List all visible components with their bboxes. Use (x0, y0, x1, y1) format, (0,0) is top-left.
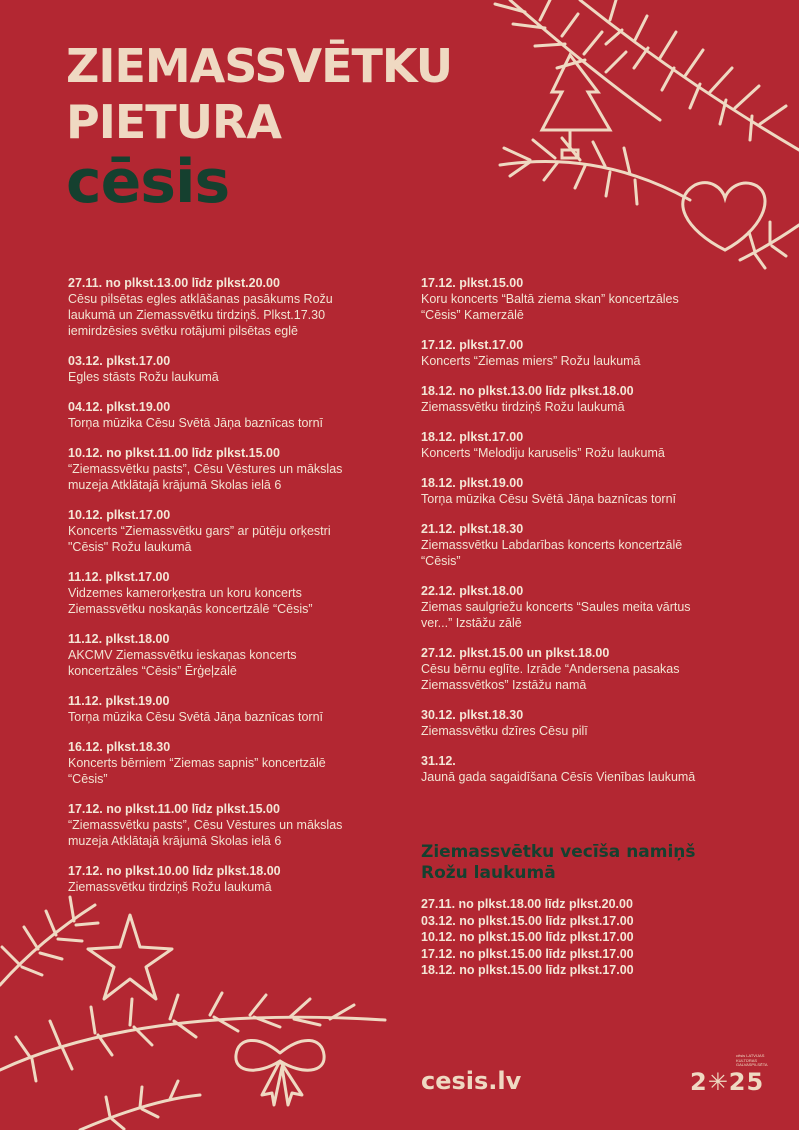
event-text: Torņa mūzika Cēsu Svētā Jāņa baznīcas tornī (421, 492, 676, 506)
santa-house-time: 27.11. no plkst.18.00 līdz plkst.20.00 (421, 897, 633, 911)
event-text: “Ziemassvētku pasts”, Cēsu Vēstures un mākslas muzeja Atklātajā krājumā Skolas ielā 6 (68, 818, 343, 848)
list-item (68, 693, 368, 725)
event-text: Jaunā gada sagaidīšana Cēsīs Vienības laukumā (421, 770, 696, 784)
fir-branch-icon (0, 895, 390, 1130)
event-text: Torņa mūzika Cēsu Svētā Jāņa baznīcas tornī (68, 416, 323, 430)
website-link[interactable]: cesis.lv (421, 1067, 522, 1095)
event-date: 11.12. plkst.18.00 (68, 632, 170, 646)
santa-house-time: 10.12. no plkst.15.00 līdz plkst.17.00 (421, 930, 634, 944)
list-item (421, 337, 721, 369)
list-item (421, 583, 721, 631)
event-date: 21.12. plkst.18.30 (421, 522, 524, 536)
title-city: cēsis (66, 147, 230, 217)
event-date: 27.12. plkst.15.00 un plkst.18.00 (421, 646, 610, 660)
bow-icon (236, 1040, 324, 1105)
logo-caption: cēsis LATVIJAS KULTŪRAS GALVASPILSĒTA (736, 1053, 768, 1067)
event-text: Ziemassvētku Labdarības koncerts koncertzālē “Cēsis” (421, 538, 683, 568)
event-date: 17.12. no plkst.11.00 līdz plkst.15.00 (68, 802, 280, 816)
event-text: AKCMV Ziemassvētku ieskaņas koncerts koncertzāles “Cēsis” Ērģeļzālē (68, 648, 297, 678)
fir-branch-icon (470, 0, 799, 270)
event-date: 27.11. no plkst.13.00 līdz plkst.20.00 (68, 276, 280, 290)
event-text: Koncerts “Ziemas miers” Rožu laukumā (421, 354, 641, 368)
event-date: 18.12. no plkst.13.00 līdz plkst.18.00 (421, 384, 634, 398)
list-item (421, 707, 721, 739)
santa-house-times (421, 896, 741, 979)
event-text: Ziemassvētku tirdziņš Rožu laukumā (421, 400, 625, 414)
list-item (68, 275, 368, 339)
christmas-tree-icon (542, 55, 610, 158)
list-item (421, 429, 721, 461)
event-text: Torņa mūzika Cēsu Svētā Jāņa baznīcas tornī (68, 710, 323, 724)
santa-house-section (421, 842, 741, 979)
list-item (68, 507, 368, 555)
santa-house-heading-1: Ziemassvētku vecīša namiņš (421, 842, 696, 862)
logo-year: 2✳25 (690, 1068, 765, 1096)
event-text: Koncerts “Melodiju karuselis” Rožu laukumā (421, 446, 665, 460)
santa-house-time: 17.12. no plkst.15.00 līdz plkst.17.00 (421, 946, 634, 961)
event-text: Vidzemes kamerorķestra un koru koncerts Ziemassvētku noskaņās koncertzālē “Cēsis” (68, 586, 313, 616)
list-item (68, 631, 368, 679)
event-date: 18.12. plkst.19.00 (421, 476, 524, 490)
list-item (68, 569, 368, 617)
event-text: Cēsu pilsētas egles atklāšanas pasākums Rožu laukumā un Ziemassvētku tirdziņš. Plkst.17.30 iemirdzēsies svētku rotājumi pilsētas eglē (68, 292, 333, 338)
list-item (68, 863, 368, 895)
event-text: Ziemassvētku tirdziņš Rožu laukumā (68, 880, 272, 894)
list-item (421, 475, 721, 507)
list-item (421, 275, 721, 323)
event-date: 17.12. no plkst.10.00 līdz plkst.18.00 (68, 864, 281, 878)
event-text: “Ziemassvētku pasts”, Cēsu Vēstures un mākslas muzeja Atklātajā krājumā Skolas ielā 6 (68, 462, 343, 492)
event-date: 18.12. plkst.17.00 (421, 430, 524, 444)
list-item (421, 383, 721, 415)
list-item (68, 801, 368, 849)
event-date: 10.12. no plkst.11.00 līdz plkst.15.00 (68, 446, 280, 460)
list-item (68, 739, 368, 787)
event-date: 16.12. plkst.18.30 (68, 740, 171, 754)
events-right-column (421, 275, 721, 799)
event-date: 17.12. plkst.17.00 (421, 338, 524, 352)
event-date: 03.12. plkst.17.00 (68, 354, 171, 368)
event-date: 10.12. plkst.17.00 (68, 508, 171, 522)
event-date: 11.12. plkst.19.00 (68, 694, 170, 708)
event-text: Ziemas saulgriežu koncerts “Saules meita vārtus ver...” Izstāžu zālē (421, 600, 691, 630)
event-text: Koncerts “Ziemassvētku gars” ar pūtēju orķestri "Cēsis" Rožu laukumā (68, 524, 331, 554)
event-date: 17.12. plkst.15.00 (421, 276, 524, 290)
list-item (68, 445, 368, 493)
event-text: Egles stāsts Rožu laukumā (68, 370, 219, 384)
list-item (421, 645, 721, 693)
santa-house-heading-2: Rožu laukumā (421, 863, 556, 883)
list-item (421, 521, 721, 569)
star-icon (88, 915, 172, 999)
title-line-2: PIETURA (66, 95, 282, 149)
title-line-1: ZIEMASSVĒTKU (66, 39, 453, 93)
event-text: Koru koncerts “Baltā ziema skan” koncertzāles “Cēsis” Kamerzālē (421, 292, 679, 322)
event-date: 11.12. plkst.17.00 (68, 570, 170, 584)
event-date: 31.12. (421, 754, 456, 768)
list-item (421, 753, 721, 785)
event-text: Ziemassvētku dzīres Cēsu pilī (421, 724, 588, 738)
santa-house-time: 03.12. no plkst.15.00 līdz plkst.17.00 (421, 913, 634, 928)
event-date: 04.12. plkst.19.00 (68, 400, 171, 414)
list-item (68, 353, 368, 385)
santa-house-time: 18.12. no plkst.15.00 līdz plkst.17.00 (421, 963, 634, 977)
event-text: Koncerts bērniem “Ziemas sapnis” koncertzālē “Cēsis” (68, 756, 326, 786)
list-item (68, 399, 368, 431)
event-text: Cēsu bērnu eglīte. Izrāde “Andersena pasakas Ziemassvētkos” Izstāžu namā (421, 662, 680, 692)
event-date: 30.12. plkst.18.30 (421, 708, 524, 722)
poster-title (66, 38, 453, 217)
event-date: 22.12. plkst.18.00 (421, 584, 524, 598)
cesis-2025-logo (690, 1052, 770, 1102)
events-left-column (68, 275, 368, 909)
